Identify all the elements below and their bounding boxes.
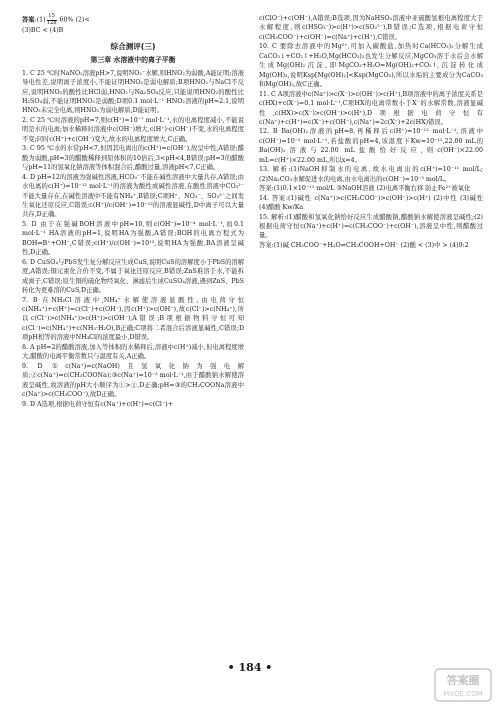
- answer-part: 60% (2)<: [57, 16, 90, 24]
- solution-paragraph: 9. D A选项,根据电荷守恒有c(Na⁺)+c(H⁺)=c(Cl⁻)+: [22, 400, 173, 408]
- svg-text:MXQE.COM: MXQE.COM: [443, 690, 483, 698]
- answer-paragraph: 答案:(1)碱 CH₃COO⁻+H₂O⇌CH₃COOH+OH⁻ (2)酸 < (3)中 > (4)9:2: [259, 241, 469, 249]
- solution-paragraph: 8. A pH=2的醋酸溶液,加入等体积的水稀释后,溶液中c(H⁺)减小,但电离程度增大,醋酸的电离平衡常数只与温度有关,A正确。: [22, 343, 244, 361]
- solution-paragraph: 4. D pH=12的溶液为强碱性溶液,HCO₃⁻不能在碱性溶液中大量共存,A错误;由水电离的c(H⁺)=10⁻¹² mol·L⁻¹的溶液为酸性或碱性溶液,在酸性溶液中CO₃²⁻不能大量存在,在碱性溶液中不能有NH₄⁺,B错误;C项H⁺、NO₃⁻、SO₃²⁻之间发生氧化还原反应,C错误;c(H⁺)/c(OH⁻)=10⁻¹²的溶液显碱性,D中离子可以大量共存,D正确。: [22, 173, 244, 219]
- left-column: [22, 14, 244, 409]
- right-column: [259, 14, 483, 250]
- fraction: [47, 14, 57, 26]
- watermark-text: 答案圈: [446, 674, 480, 687]
- watermark-logo-icon: [434, 668, 492, 702]
- section-title: 综合测评(三): [110, 41, 156, 51]
- top-answer-line: [22, 14, 244, 26]
- chapter-title: 第三章 水溶液中的离子平衡: [90, 55, 176, 64]
- top-answer-line-2: (3)BC < (4)B: [22, 27, 64, 35]
- answer-paragraph: 14. 答案:(1)碱性 c(Na⁺)>c(CH₃COO⁻)>c(OH⁻)>c(H⁺) (2)中性 (3)碱性 (4)醋酸 Kw/Ka: [259, 194, 483, 212]
- solution-paragraph: 3. C 95 ℃水的水常pH<7,但因其电离出的c(H⁺)=c(OH⁻),故呈中性,A错误;醋酸为弱酸,pH=3的醋酸稀释到原体积的10倍后,3<pH<4,B错误;pH=3的醋酸与pH=11的氢氧化钠溶液等体积混合后,醋酸过量,溶液pH<7,C正确。: [22, 145, 244, 172]
- solution-paragraph: 11. C A项溶液中c(Na⁺)>c(X⁻)>c(OH⁻)>c(H⁺),B项溶液中的离子浓度关系是c(HX)+c(X⁻)=0.1 mol·L⁻¹,C项HX的电离常数小于X⁻的水解常数,溶液显碱性,c(HX)>c(X⁻)>c(OH⁻)>c(H⁺),D项根据电荷守恒有c(Na⁺)+c(H⁺)=c(X⁻)+c(OH⁻),c(Na⁺)=2c(X⁻)+2c(HX)错误。: [259, 90, 483, 126]
- fraction-denominator: 128: [46, 19, 57, 26]
- solution-paragraph: 12. B Ba(OH)₂溶液的pH=8,再稀释后c(H⁺)=10⁻¹² mol·L⁻¹,溶液中c(OH⁻)=10⁻² mol·L⁻¹,若盐酸的pH=4,该温度下Kw=10⁻¹²,22.00 mL的Ba(OH)₂溶液与22.00 mL盐酸恰好反应,则c(OH⁻)×22.00 mL=c(H⁺)×22.00 mL,所以x=4。: [259, 128, 483, 164]
- solution-paragraph: c(ClO⁻)+c(OH⁻),A错误;B选项,因为NaHSO₃溶液中亚硫酸氢根电离程度大于水解程度,则c(HSO₃⁻)>c(H⁺)>c(SO₃²⁻),B错误;C选项,根据电荷守恒c(CH₃COO⁻)+c(OH⁻)=c(Na⁺)+c(H⁺),C错误。: [259, 15, 483, 41]
- solution-paragraph: 10. C 要除去溶液中的Mg²⁺,可加入碳酸盐,加热时Ca(HCO₃)₂分解生成CaCO₃↓+CO₂↑+H₂O,Mg(HCO₃)₂也发生分解反应,MgCO₃溶于水后会水解生成Mg(OH)₂沉淀,即MgCO₃+H₂O=Mg(OH)₂+CO₂↑,沉淀转化成Mg(OH)₂,说明Ksp[Mg(OH)₂]<Ksp(MgCO₃),所以水垢的主要成分为CaCO₃和Mg(OH)₂,故C正确。: [259, 43, 483, 89]
- solution-paragraph: 15. 解析:(1)醋酸和氢氧化钠恰好反应生成醋酸钠,醋酸钠水解使溶液呈碱性;(2)根据电荷守恒c(Na⁺)+c(H⁺)=c(CH₃COO⁻)+c(OH⁻),溶液呈中性,则醋酸过量。: [259, 213, 483, 240]
- answer-paragraph: 答案:(1)0.1×10⁻¹¹ mol/L ③NaOH溶液 (2)电离平衡右移 防止Fe²⁺被氧化: [259, 185, 471, 193]
- solution-paragraph: 7. B 在NH₄Cl溶液中,NH₄⁺水解使溶液显酸性,由电荷守恒c(NH₄⁺)+c(H⁺)=c(Cl⁻)+c(OH⁻),因c(H⁺)>c(OH⁻),故c(Cl⁻)>c(NH₄⁺),所以c(Cl⁻)>c(NH₄⁺)>c(H⁺)>c(OH⁻),A错误;B项根据物料守恒可知c(Cl⁻)=c(NH₄⁺)+c(NH₃·H₂O),B正确;C项将二者混合后溶液显碱性,C错误;D项pH相等的溶液中NH₄Cl的浓度最小,D错误。: [22, 296, 244, 342]
- solution-paragraph: 9. D ①c(Na⁺)=c(NaOH)且氢氧化钠为强电解质;②c(Na⁺)=c(CH₃COONa);③c(Na⁺)=10⁻³ mol·L⁻¹,由于醋酸钠水解使溶液呈碱性,故溶液的pH大小顺序为①>②,D正确;pH=③的CH₃COONa溶液中c(Na⁺)>c(CH₃COO⁻),故D正确。: [22, 362, 244, 399]
- page-number: • 184 •: [227, 661, 273, 674]
- fraction-numerator: 15: [48, 13, 55, 19]
- solution-paragraph: 6. D CuSO₄与PbS发生复分解反应生成CuS,说明CuS的溶解度小于PbS的溶解度,A错误;铜元素化合价不变,不属于氧化还原反应,B错误;ZnS难溶于水,不能拆成离子,C错误;原生铜的硫化物经氧化、淋滤后生成CuSO₄溶液,遇到ZnS、PbS转化为更难溶的CuS,D正确。: [22, 258, 244, 295]
- solution-paragraph: 13. 解析:(1)NaOH抑制水的电离,故水电离出的c(H⁺)=10⁻¹¹ mol/L;(2)Na₂CO₃水解促进水的电离,由水电离出的c(OH⁻)=10⁻³ mol/L。: [259, 166, 483, 183]
- solution-paragraph: 5. D 由于在强碱BOH溶液中pH=10,则c(OH⁻)=10⁻⁴ mol·L⁻¹,而0.1 mol·L⁻¹ HA溶液的pH=1,说明HA为强酸,A错误;BOH的电离方程式为BOH⇌B⁺+OH⁻,C错误;c(H⁺)/c(OH⁻)=10¹²,说明HA为强酸,BA溶液呈碱性,D正确。: [22, 220, 244, 257]
- answer-part: :(1): [34, 16, 46, 24]
- answer-label: 答案: [22, 16, 35, 24]
- solution-paragraph: 2. C 25 ℃时溶液的pH=7,则c(H⁺)=10⁻⁷ mol·L⁻¹,水的电离程度减小,不能说明是水的电离;加水稀释时溶液中c(OH⁻)增大,c(H⁺)·c(OH⁻)不变,水的电离程度不变;同时c(H⁺)+c(OH⁻)变大,故水的电离程度增大,C正确。: [22, 116, 244, 143]
- solution-paragraph: 1. C 25 ℃时NaNO₂溶液pH>7,说明NO₂⁻水解,则HNO₂为弱酸,A能证明;溶液导电性差,说明离子浓度小,不能证明HNO₂是弱电解质;B项HNO₂与NaCl不反应,说明HNO₂的酸性比HCl弱,HNO₂与Na₂SO₄反应,只能说明HNO₂的酸性比H₂SO₄弱,不能证明HNO₂是弱酸;D项0.1 mol·L⁻¹ HNO₂溶液的pH=2.1,说明HNO₂未完全电离,则HNO₂为弱电解质,D能证明。: [22, 69, 244, 115]
